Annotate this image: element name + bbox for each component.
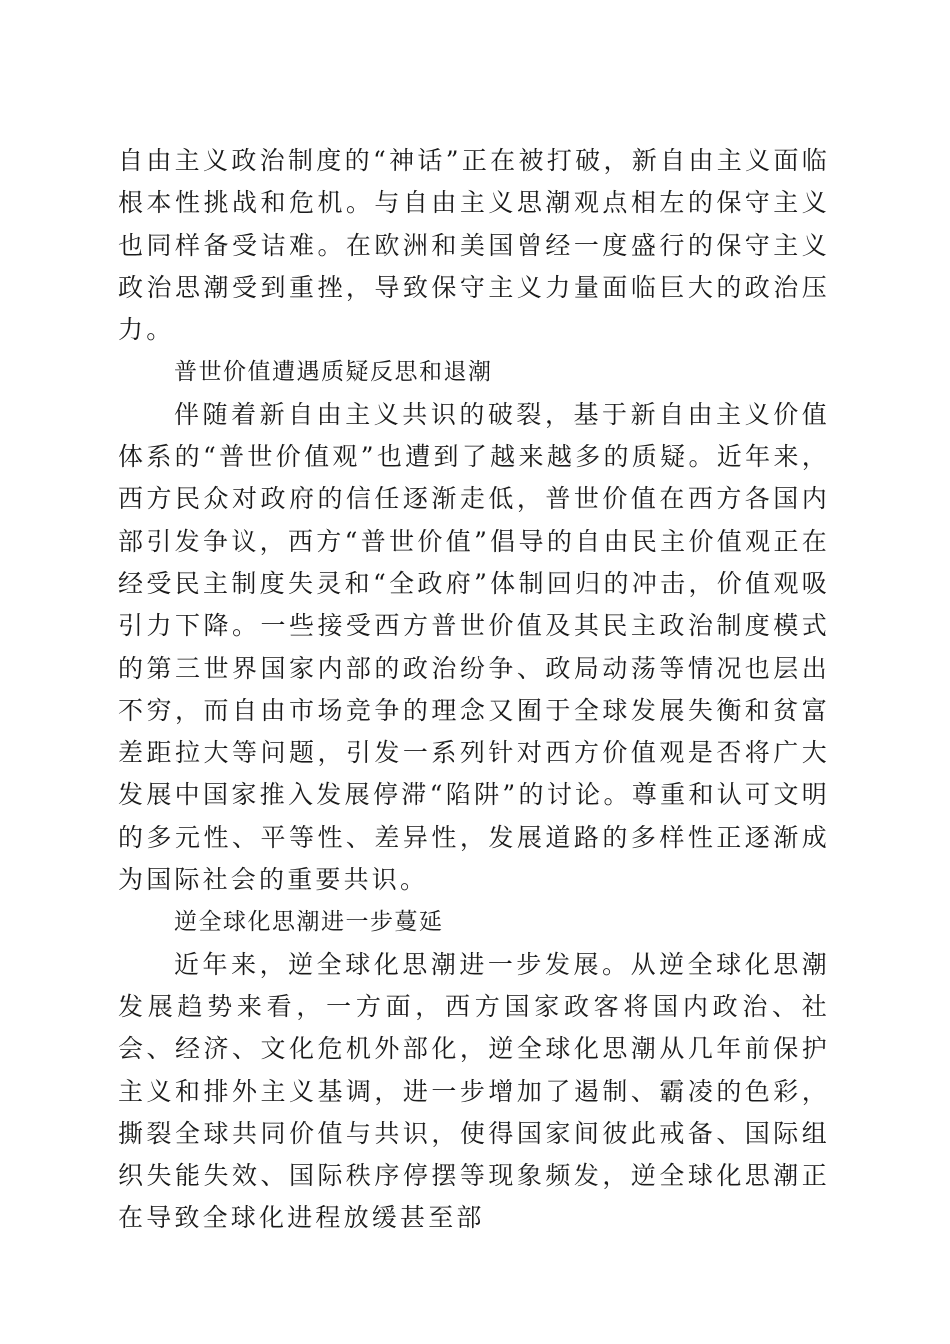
- paragraph-liberalism-crisis: 自由主义政治制度的“神话”正在被打破，新自由主义面临根本性挑战和危机。与自由主义思潮观点相左的保守主义也同样备受诘难。在欧洲和美国曾经一度盛行的保守主义政治思潮受到重挫，导致保守主义力量面临巨大的政治压力。: [118, 146, 830, 345]
- paragraph-anti-globalization: 近年来，逆全球化思潮进一步发展。从逆全球化思潮发展趋势来看，一方面，西方国家政客将国内政治、社会、经济、文化危机外部化，逆全球化思潮从几年前保护主义和排外主义基调，进一步增加了遏制、霸凌的色彩，撕裂全球共同价值与共识，使得国家间彼此戒备、国际组织失能失效、国际秩序停摆等现象频发，逆全球化思潮正在导致全球化进程放缓甚至部: [118, 949, 830, 1233]
- section-heading-universal-values: 普世价值遭遇质疑反思和退潮: [174, 359, 493, 386]
- paragraph-universal-values: 伴随着新自由主义共识的破裂，基于新自由主义价值体系的“普世价值观”也遭到了越来越多的质疑。近年来，西方民众对政府的信任逐渐走低，普世价值在西方各国内部引发争议，西方“普世价值”倡导的自由民主价值观正在经受民主制度失灵和“全政府”体制回归的冲击，价值观吸引力下降。一些接受西方普世价值及其民主政治制度模式的第三世界国家内部的政治纷争、政局动荡等情况也层出不穷，而自由市场竞争的理念又囿于全球发展失衡和贫富差距拉大等问题，引发一系列针对西方价值观是否将广大发展中国家推入发展停滞“陷阱”的讨论。尊重和认可文明的多元性、平等性、差异性，发展道路的多样性正逐渐成为国际社会的重要共识。: [118, 399, 830, 895]
- section-heading-anti-globalization: 逆全球化思潮进一步蔓延: [174, 909, 444, 936]
- document-body: [118, 140, 830, 1240]
